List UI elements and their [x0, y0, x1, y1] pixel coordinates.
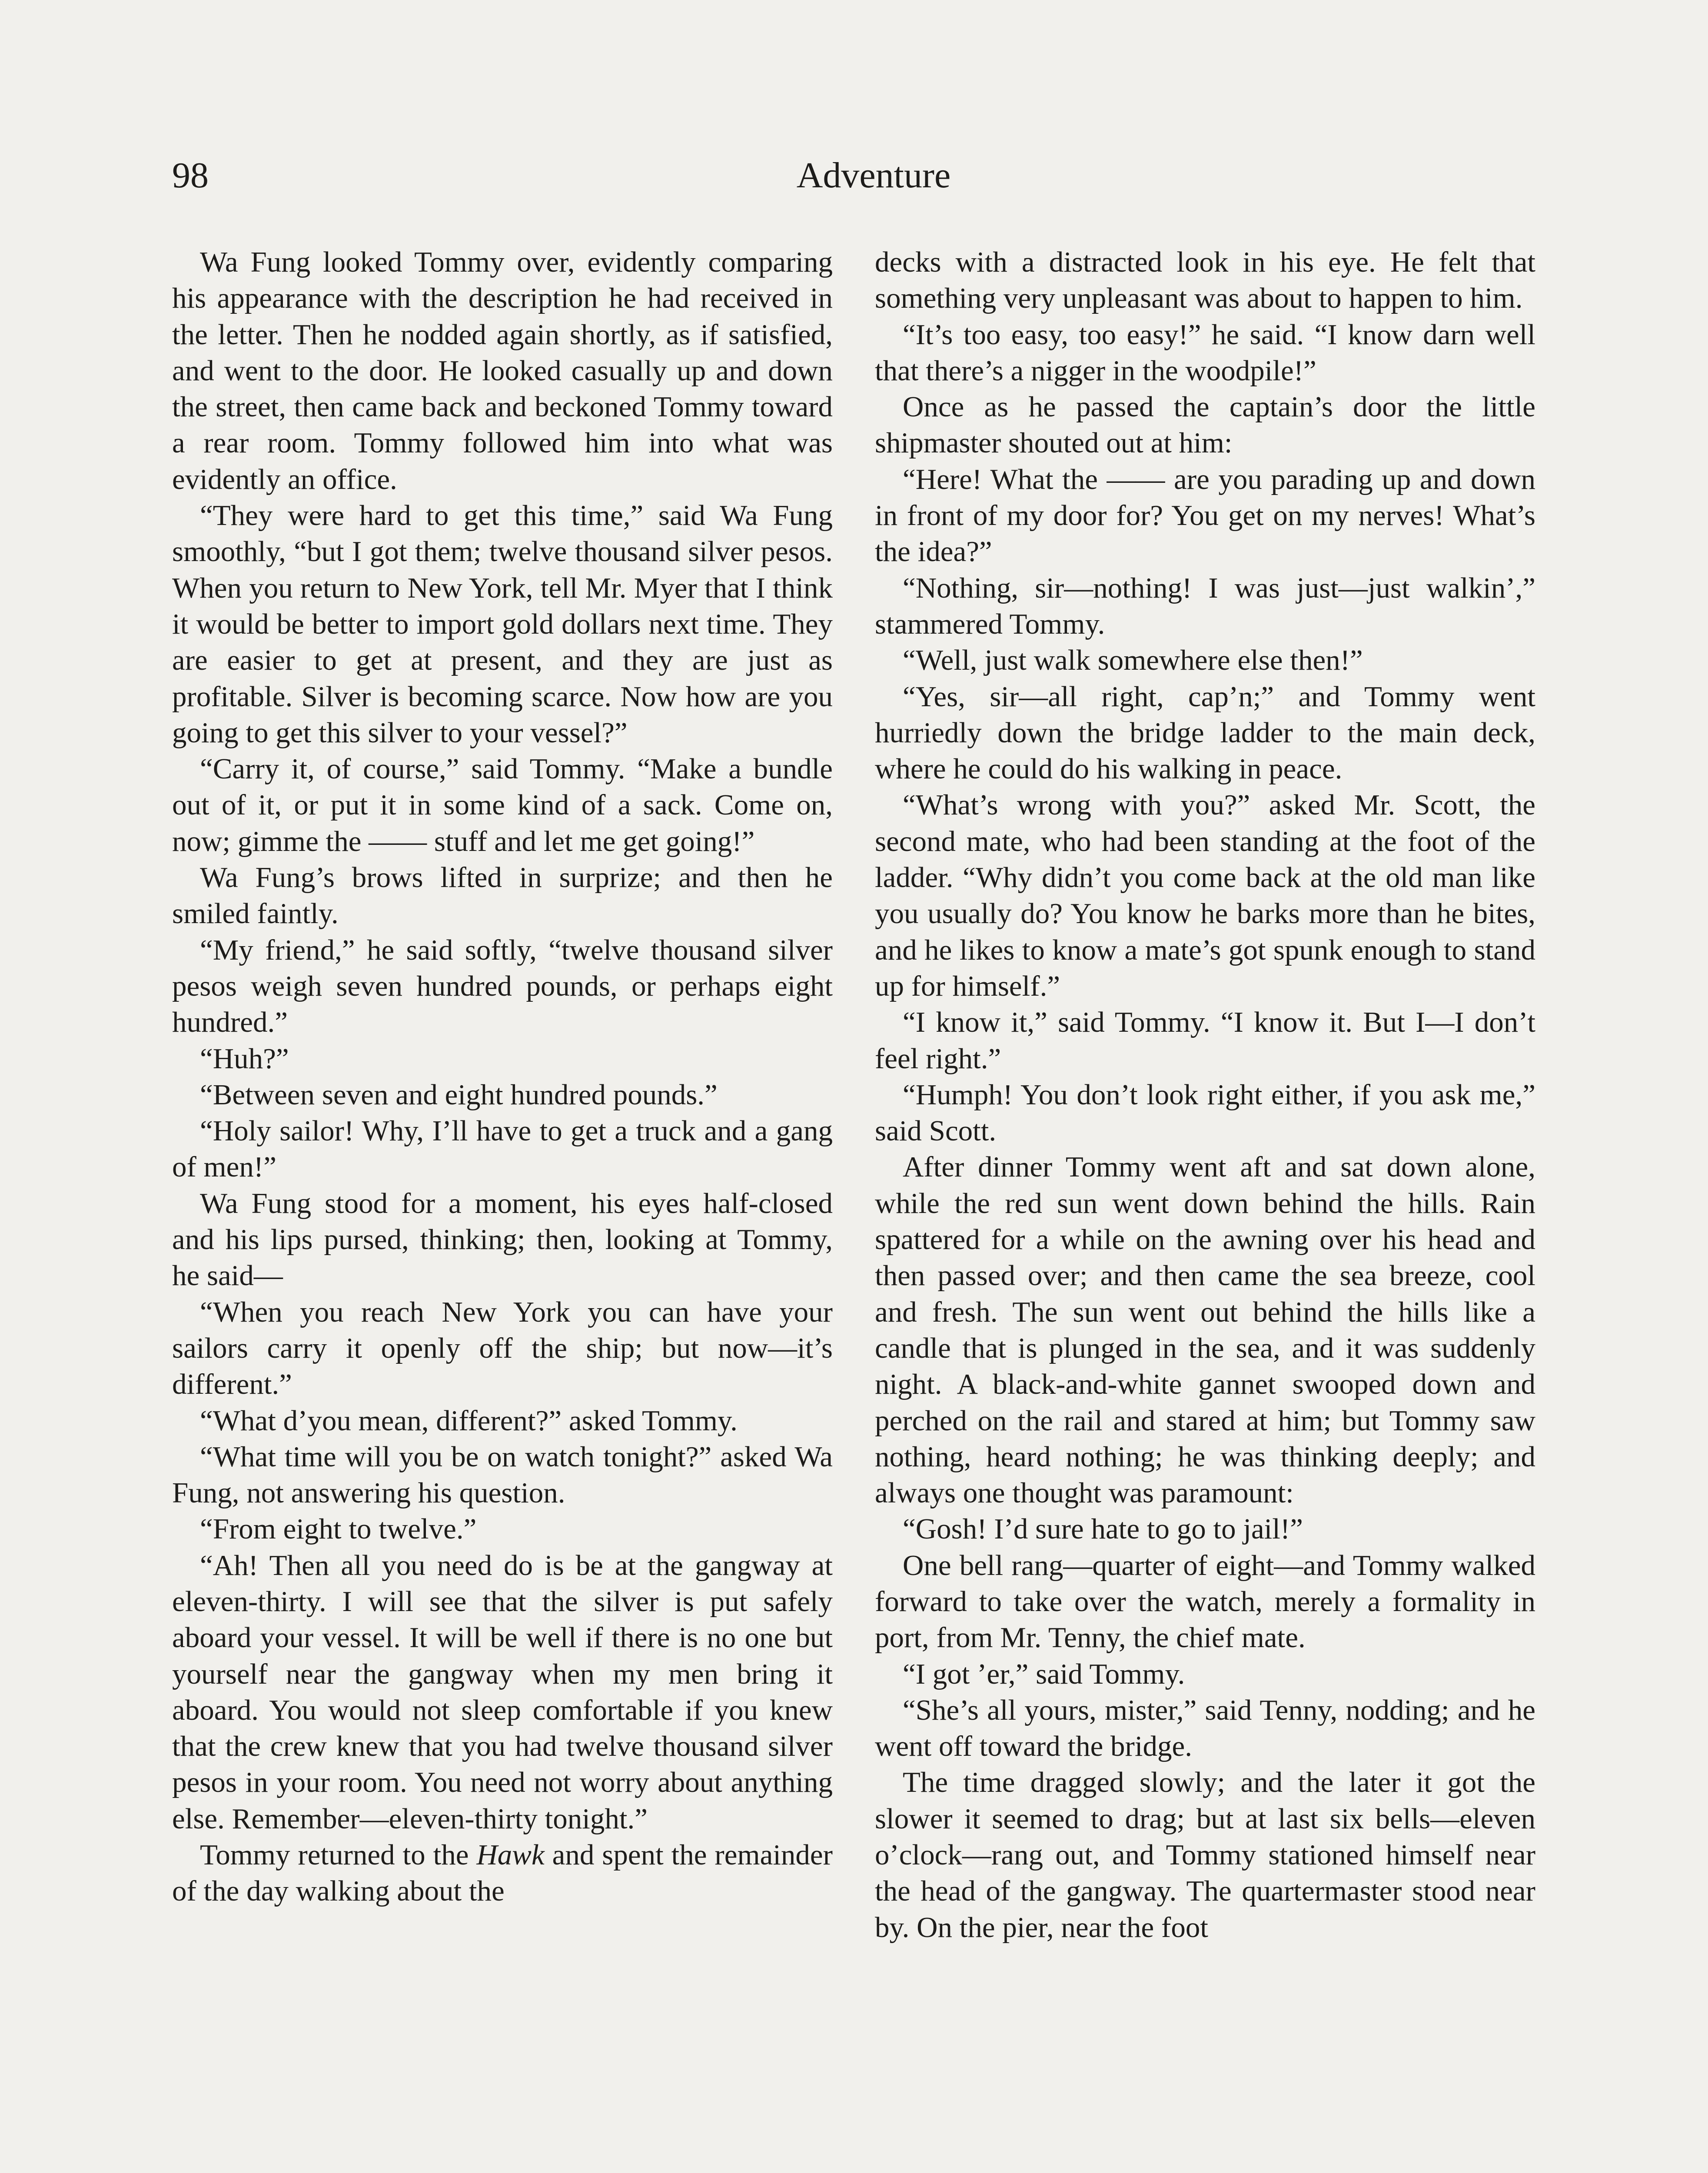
paragraph: “Holy sailor! Why, I’ll have to get a truck and a gang of men!” — [172, 1115, 833, 1183]
paragraph: Wa Fung stood for a moment, his eyes half-closed and his lips pursed, thinking; then, looking at Tommy, he said— — [172, 1187, 833, 1292]
paragraph: “Humph! You don’t look right either, if you ask me,” said Scott. — [875, 1078, 1535, 1147]
paragraph: “It’s too easy, too easy!” he said. “I know darn well that there’s a nigger in the woodpile!” — [875, 318, 1535, 387]
paragraph: “I got ’er,” said Tommy. — [903, 1658, 1185, 1690]
paragraph: “Here! What the —— are you parading up and down in front of my door for? You get on my nerves! What’s the idea?” — [875, 463, 1535, 568]
paragraph: Wa Fung looked Tommy over, evidently comparing his appearance with the description he had received in the letter. Then he nodded again shortly, as if satisfied, and went to the door. He looked casually up and down the street, then came back and beckoned Tommy toward a rear room. Tommy followed him into what was evidently an office. — [172, 246, 833, 495]
paragraph-text: and spent the remainder of the day walking about the — [172, 1839, 833, 1907]
paragraph: “Carry it, of course,” said Tommy. “Make a bundle out of it, or put it in some kind of a sack. Come on, now; gimme the —— stuff and let me get going!” — [172, 753, 833, 857]
paragraph: “Huh?” — [200, 1042, 289, 1075]
page-number: 98 — [172, 155, 209, 196]
paragraph: Wa Fung’s brows lifted in surprize; and then he smiled faintly. — [172, 861, 833, 930]
paragraph: “Ah! Then all you need do is be at the gangway at eleven-thirty. I will see that the silver is put safely aboard your vessel. It will be well if there is no one but yourself near the gangway when my men bring it aboard. You would not sleep comfortable if you knew that the crew knew that you had twelve thousand silver pesos in your room. You need not worry about anything else. Remember—eleven-thirty tonight.” — [172, 1549, 833, 1835]
right-column — [875, 244, 1535, 1946]
paragraph: “What time will you be on watch tonight?” asked Wa Fung, not answering his question. — [172, 1440, 833, 1509]
paragraph-text: Tommy returned to the — [200, 1839, 477, 1871]
paragraph: “I know it,” said Tommy. “I know it. But I—I don’t feel right.” — [875, 1006, 1535, 1075]
paragraph: “From eight to twelve.” — [200, 1513, 477, 1545]
paragraph: “Yes, sir—all right, cap’n;” and Tommy went hurriedly down the bridge ladder to the main deck, where he could do his walking in peace. — [875, 680, 1535, 785]
paragraph: After dinner Tommy went aft and sat down alone, while the red sun went down behind the hills. Rain spattered for a while on the awning over his head and then passed over; and then came the sea breeze, cool and fresh. The sun went out behind the hills like a candle that is plunged in the sea, and it was suddenly night. A black-and-white gannet swooped down and perched on the rail and stared at him; but Tommy saw nothing, heard nothing; he was thinking deeply; and always one thought was paramount: — [875, 1151, 1535, 1509]
paragraph: “She’s all yours, mister,” said Tenny, nodding; and he went off toward the bridge. — [875, 1694, 1535, 1763]
paragraph: “Between seven and eight hundred pounds.” — [200, 1078, 718, 1111]
paragraph — [172, 1837, 833, 1910]
paragraph: “What d’you mean, different?” asked Tommy. — [200, 1404, 738, 1437]
paragraph: “They were hard to get this time,” said Wa Fung smoothly, “but I got them; twelve thousand silver pesos. When you return to New York, tell Mr. Myer that I think it would be better to import gold dollars next time. They are easier to get at present, and they are just as profitable. Silver is becoming scarce. Now how are you going to get this silver to your vessel?” — [172, 499, 833, 749]
paragraph: Once as he passed the captain’s door the little shipmaster shouted out at him: — [875, 391, 1535, 459]
paragraph: “Well, just walk somewhere else then!” — [903, 644, 1363, 677]
paragraph: “Gosh! I’d sure hate to go to jail!” — [903, 1513, 1303, 1545]
left-column — [172, 244, 833, 1910]
ship-name: Hawk — [476, 1839, 545, 1871]
paragraph: One bell rang—quarter of eight—and Tommy walked forward to take over the watch, merely a formality in port, from Mr. Tenny, the chief mate. — [875, 1549, 1535, 1654]
paragraph: “My friend,” he said softly, “twelve thousand silver pesos weigh seven hundred pounds, or perhaps eight hundred.” — [172, 934, 833, 1039]
paragraph: The time dragged slowly; and the later it got the slower it seemed to drag; but at last six bells—eleven o’clock—rang out, and Tommy stationed himself near the head of the gangway. The quartermaster stood near by. On the pier, near the foot — [875, 1766, 1535, 1944]
paragraph: “When you reach New York you can have your sailors carry it openly off the ship; but now—it’s different.” — [172, 1296, 833, 1401]
paragraph: “What’s wrong with you?” asked Mr. Scott, the second mate, who had been standing at the foot of the ladder. “Why didn’t you come back at the old man like you usually do? You know he barks more than he bites, and he likes to know a mate’s got spunk enough to stand up for himself.” — [875, 789, 1535, 1002]
paragraph: decks with a distracted look in his eye. He felt that something very unpleasant was about to happen to him. — [875, 246, 1535, 315]
paragraph: “Nothing, sir—nothing! I was just—just walkin’,” stammered Tommy. — [875, 571, 1535, 640]
running-head: Adventure — [796, 155, 951, 196]
